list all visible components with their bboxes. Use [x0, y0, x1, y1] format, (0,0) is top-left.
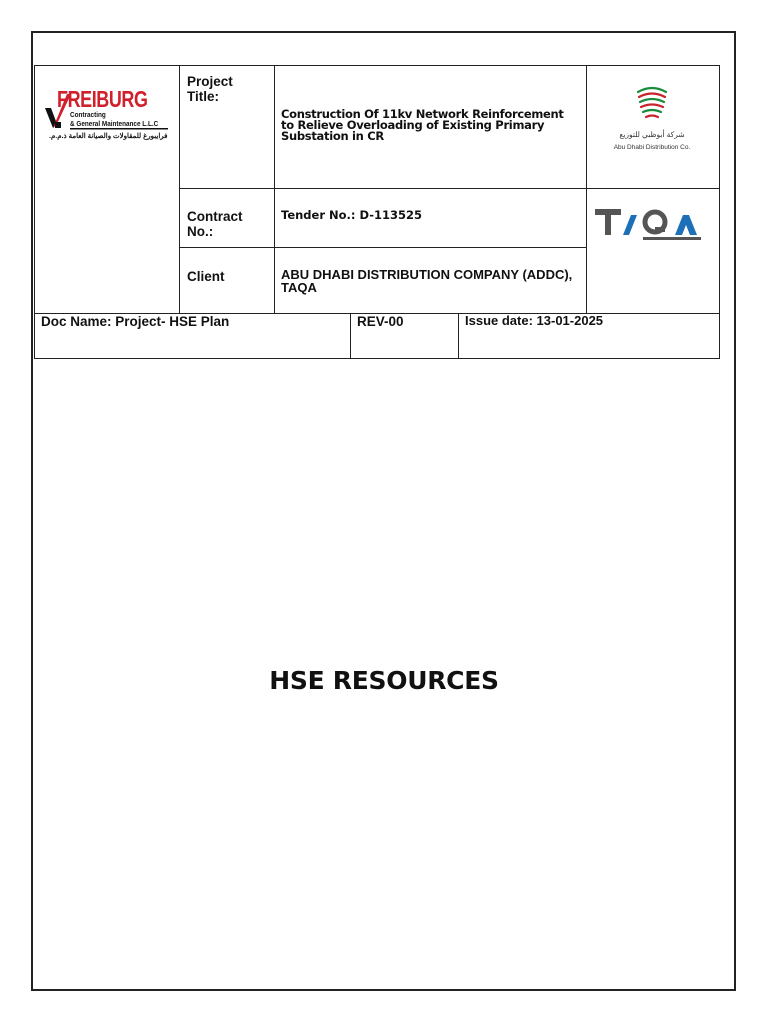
addc-english: Abu Dhabi Distribution Co.: [613, 144, 691, 151]
revision: REV-00: [351, 313, 459, 359]
addc-logo-cell: [587, 66, 720, 189]
page-title: HSE RESOURCES: [269, 666, 499, 695]
contract-label: Contract No.:: [180, 189, 275, 248]
project-title-label: Project Title:: [180, 66, 275, 189]
client-value: ABU DHABI DISTRIBUTION COMPANY (ADDC), TAQA: [275, 248, 587, 314]
freiburg-name: FREIBURG: [57, 86, 148, 112]
freiburg-arabic: فرايبورغ للمقاولات والصيانة العامة ذ.م.م.: [49, 133, 168, 140]
doc-name: Doc Name: Project- HSE Plan: [35, 313, 351, 359]
taqa-logo-icon: [595, 205, 707, 245]
taqa-logo: [587, 189, 719, 249]
freiburg-logo: [35, 66, 175, 146]
addc-emblem-icon: [634, 82, 670, 122]
addc-logo: [587, 66, 717, 186]
addc-arabic: شركة أبوظبي للتوزيع: [619, 130, 685, 139]
doc-info-row: [34, 313, 720, 359]
freiburg-underline: [70, 128, 168, 130]
taqa-logo-cell: [587, 189, 720, 314]
contract-value: Tender No.: D-113525: [275, 189, 587, 248]
freiburg-line1: Contracting: [70, 110, 106, 119]
project-title-text: Construction Of 11kv Network Reinforcement to Relieve Overloading of Existing Primary Substation in CR: [281, 106, 564, 143]
client-label: Client: [180, 248, 275, 314]
header-table: [34, 65, 720, 314]
freiburg-logo-cell: [35, 66, 180, 314]
project-title-value: [275, 66, 587, 189]
issue-date: Issue date: 13-01-2025: [459, 313, 720, 359]
freiburg-line2: & General Maintenance L.L.C: [70, 119, 159, 128]
